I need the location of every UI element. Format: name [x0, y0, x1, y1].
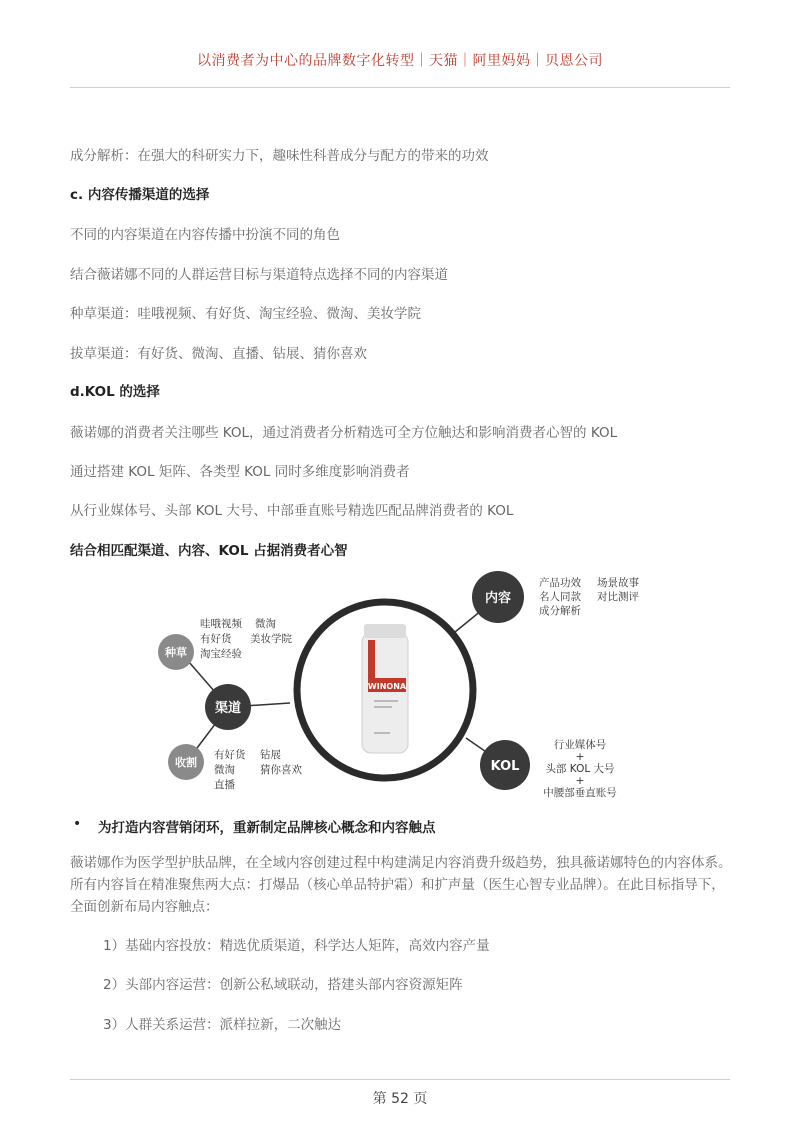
channel-line-2: 结合薇诺娜不同的人群运营目标与渠道特点选择不同的内容渠道 [70, 267, 448, 283]
page-header: 以消费者为中心的品牌数字化转型｜天猫｜阿里妈妈｜贝恩公司 [197, 53, 603, 69]
content-item: 成分解析 [539, 605, 581, 617]
seed-item: 微淘 [255, 618, 276, 630]
seed-item: 哇哦视频 [200, 618, 242, 630]
kol-item: 行业媒体号 [553, 739, 607, 751]
harvest-item: 猜你喜欢 [260, 764, 302, 776]
list-item: 2）头部内容运营：创新公私域联动，搭建头部内容资源矩阵 [103, 977, 463, 993]
kol-line-1: 薇诺娜的消费者关注哪些 KOL，通过消费者分析精选可全方位触达和影响消费者心智的 KOL [70, 425, 618, 441]
harvest-item: 有好货 [214, 749, 246, 761]
ingredient-line: 成分解析：在强大的科研实力下，趣味性科普成分与配方的带来的功效 [70, 148, 489, 164]
channel-line-1: 不同的内容渠道在内容传播中扮演不同的角色 [70, 227, 340, 243]
heading-combine: 结合相匹配渠道、内容、KOL 占据消费者心智 [70, 543, 348, 559]
harvest-channels-line: 拔草渠道：有好货、微淘、直播、钻展、猜你喜欢 [70, 346, 367, 362]
bullet-icon: • [73, 816, 82, 832]
seed-item: 美妆学院 [250, 633, 292, 645]
kol-line-2: 通过搭建 KOL 矩阵、各类型 KOL 同时多维度影响消费者 [70, 464, 410, 480]
kol-plus: + [575, 751, 585, 763]
node-content-label: 内容 [484, 591, 512, 606]
seed-channels-line: 种草渠道：哇哦视频、有好货、淘宝经验、微淘、美妆学院 [70, 306, 421, 322]
section2-paragraph: 薇诺娜作为医学型护肤品牌，在全域内容创建过程中构建满足内容消费升级趋势，独具薇诺娜特色的内容体系。所有内容旨在精准聚焦两大点：打爆品（核心单品特护霜）和扩声量（医生心智专业品牌）。在此目标指导下，全面创新布局内容触点： [70, 855, 732, 915]
list-item: 1）基础内容投放：精选优质渠道，科学达人矩阵，高效内容产量 [103, 938, 490, 954]
product-brand-label: WINONA [367, 682, 407, 691]
kol-item: 中腰部垂直账号 [543, 787, 617, 799]
harvest-item: 钻展 [260, 749, 281, 761]
product-bottle-image [362, 624, 408, 753]
seed-item: 有好货 [200, 633, 232, 645]
content-item: 场景故事 [597, 577, 639, 589]
diagram-graphic [0, 560, 800, 820]
heading-kol-selection: d.KOL 的选择 [70, 384, 160, 400]
seed-item: 淘宝经验 [200, 648, 242, 660]
content-item: 产品功效 [539, 577, 581, 589]
page-number: 第 52 页 [372, 1091, 428, 1107]
heading-channel-selection: c. 内容传播渠道的选择 [70, 187, 210, 203]
section2-heading: 为打造内容营销闭环，重新制定品牌核心概念和内容触点 [98, 820, 436, 836]
node-kol-label: KOL [490, 759, 520, 774]
channel-content-kol-diagram [0, 560, 800, 820]
kol-plus: + [575, 775, 585, 787]
content-item: 对比测评 [597, 591, 639, 603]
harvest-item: 微淘 [214, 764, 235, 776]
kol-item: 头部 KOL 大号 [545, 763, 615, 775]
footer-divider [70, 1079, 730, 1080]
kol-line-3: 从行业媒体号、头部 KOL 大号、中部垂直账号精选匹配品牌消费者的 KOL [70, 503, 514, 519]
content-item: 名人同款 [539, 591, 581, 603]
harvest-item: 直播 [214, 779, 235, 791]
list-item: 3）人群关系运营：派样拉新，二次触达 [103, 1017, 342, 1033]
node-seed-label: 种草 [165, 646, 187, 659]
node-harvest-label: 收割 [175, 756, 197, 769]
header-divider [70, 87, 730, 88]
node-channel-label: 渠道 [214, 701, 242, 716]
